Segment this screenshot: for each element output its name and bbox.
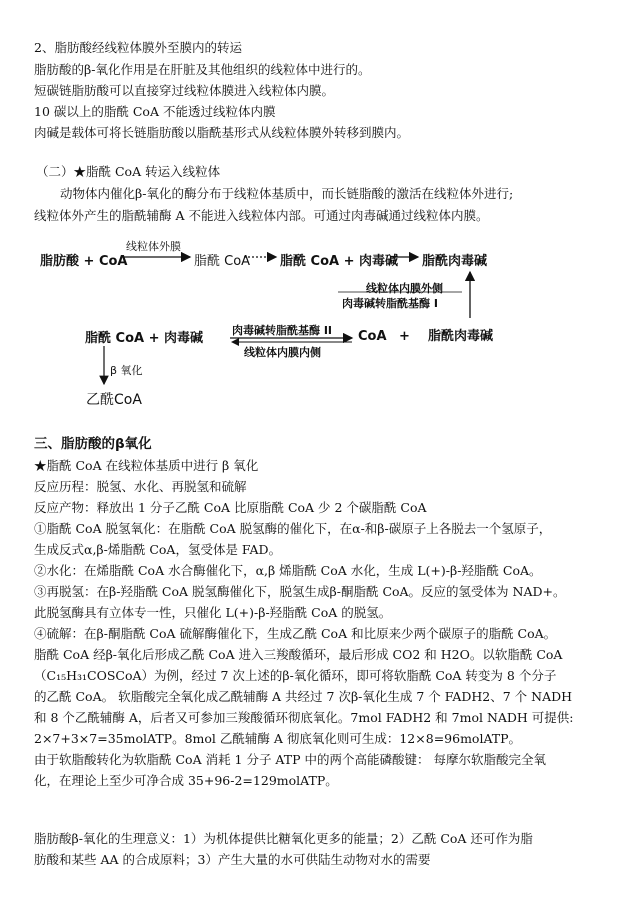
- label-enzyme-2: 肉毒碱转脂酰基酶 II: [232, 324, 333, 337]
- product-acylcarnitine: 脂酰肉毒碱: [422, 254, 488, 269]
- text-line: 和 8 个乙酰辅酶 A，后者又可参加三羧酸循环彻底氧化。7mol FADH2 和 7mol NADH 可提供:: [34, 710, 574, 725]
- plus-sign: +: [399, 329, 410, 344]
- reactant-fatty-acid-coa: 脂肪酸 + CoA: [40, 254, 128, 269]
- paragraph-line: 线粒体外产生的脂酰辅酶 A 不能进入线粒体内部。可通过肉毒碱通过线粒体内膜。: [34, 208, 489, 223]
- text-line: ③再脱氢：在β-羟脂酰 CoA 脱氢酶催化下，脱氢生成β-酮脂酰 CoA。反应的氢受体为 NAD+。: [34, 584, 566, 599]
- text-line: 脂肪酸β-氧化的生理意义：1）为机体提供比糖氧化更多的能量；2）乙酰 CoA 还可作为脂: [34, 831, 533, 846]
- product-coa: CoA: [358, 329, 387, 344]
- section-heading: 2、脂肪酸经线粒体膜外至膜内的转运: [34, 40, 242, 55]
- text-line: ★脂酰 CoA 在线粒体基质中进行 β 氧化: [34, 458, 259, 473]
- text-line: 短碳链脂肪酸可以直接穿过线粒体膜进入线粒体内膜。: [34, 83, 335, 98]
- text-line: 2×7+3×7=35molATP。8mol 乙酰辅酶 A 彻底氧化则可生成：12×8=96molATP。: [34, 731, 522, 746]
- text-line: 此脱氢酶具有立体专一性，只催化 L(+)-β-羟脂酰 CoA 的脱氢。: [34, 605, 392, 620]
- label-inner-membrane-outside: 线粒体内膜外侧: [366, 282, 443, 295]
- section-heading: 三、脂肪酸的β氧化: [34, 436, 152, 452]
- text-line: 反应历程：脱氢、水化、再脱氢和硫解: [34, 479, 247, 494]
- label-inner-membrane-inside: 线粒体内膜内侧: [244, 346, 321, 359]
- text-line: （C₁₅H₃₁COSCoA）为例，经过 7 次上述的β-氧化循环，即可将软脂酰 CoA 转变为 8 个分子: [34, 668, 557, 683]
- text-line: 10 碳以上的脂酰 CoA 不能透过线粒体内膜: [34, 104, 276, 119]
- text-line: 脂肪酸的β-氧化作用是在肝脏及其他组织的线粒体中进行的。: [34, 62, 371, 77]
- product-acylcarnitine-2: 脂酰肉毒碱: [428, 329, 494, 344]
- text-line: 由于软脂酸转化为软脂酰 CoA 消耗 1 分子 ATP 中的两个高能磷酸键： 每摩尔软脂酸完全氧: [34, 752, 546, 767]
- text-line: ①脂酰 CoA 脱氢氧化：在脂酰 CoA 脱氢酶的催化下，在α-和β-碳原子上各脱去一个氢原子，: [34, 521, 552, 536]
- label-outer-membrane: 线粒体外膜: [126, 240, 181, 253]
- text-line: 生成反式α,β-烯脂酰 CoA，氢受体是 FAD。: [34, 542, 282, 557]
- text-line: 反应产物：释放出 1 分子乙酰 CoA 比原脂酰 CoA 少 2 个碳脂酰 CoA: [34, 500, 427, 515]
- left-reactant: 脂酰 CoA + 肉毒碱: [85, 331, 204, 346]
- product-acyl-coa: 脂酰 CoA: [194, 254, 251, 269]
- text-line: ④硫解：在β-酮脂酰 CoA 硫解酶催化下，生成乙酰 CoA 和比原来少两个碳原子的脂酰 CoA。: [34, 626, 557, 641]
- text-line: 化，在理论上至少可净合成 35+96-2=129molATP。: [34, 773, 338, 788]
- label-beta-oxidation: β 氧化: [110, 364, 143, 377]
- text-line: 肉碱是载体可将长链脂肪酸以脂酰基形式从线粒体膜外转移到膜内。: [34, 125, 410, 140]
- acyl-coa-carnitine: 脂酰 CoA + 肉毒碱: [280, 254, 399, 269]
- text-line: 的乙酰 CoA。 软脂酸完全氧化成乙酰辅酶 A 共经过 7 次β-氧化生成 7 个 FADH2、7 个 NADH: [34, 689, 573, 704]
- text-line: 肪酸和某些 AA 的合成原料；3）产生大量的水可供陆生动物对水的需要: [34, 852, 431, 867]
- product-acetyl-coa: 乙酰CoA: [86, 392, 142, 408]
- text-line: 脂酰 CoA 经β-氧化后形成乙酰 CoA 进入三羧酸循环，最后形成 CO2 和 H2O。以软脂酰 CoA: [34, 647, 563, 662]
- label-enzyme-1: 肉毒碱转脂酰基酶 I: [342, 297, 438, 310]
- subsection-heading: （二）★脂酰 CoA 转运入线粒体: [36, 164, 221, 179]
- paragraph-line: 动物体内催化β-氧化的酶分布于线粒体基质中，而长链脂酸的激活在线粒体外进行;: [60, 186, 514, 201]
- text-line: ②水化：在烯脂酰 CoA 水合酶催化下，α,β 烯脂酰 CoA 水化，生成 L(+)-β-羟脂酰 CoA。: [34, 563, 542, 578]
